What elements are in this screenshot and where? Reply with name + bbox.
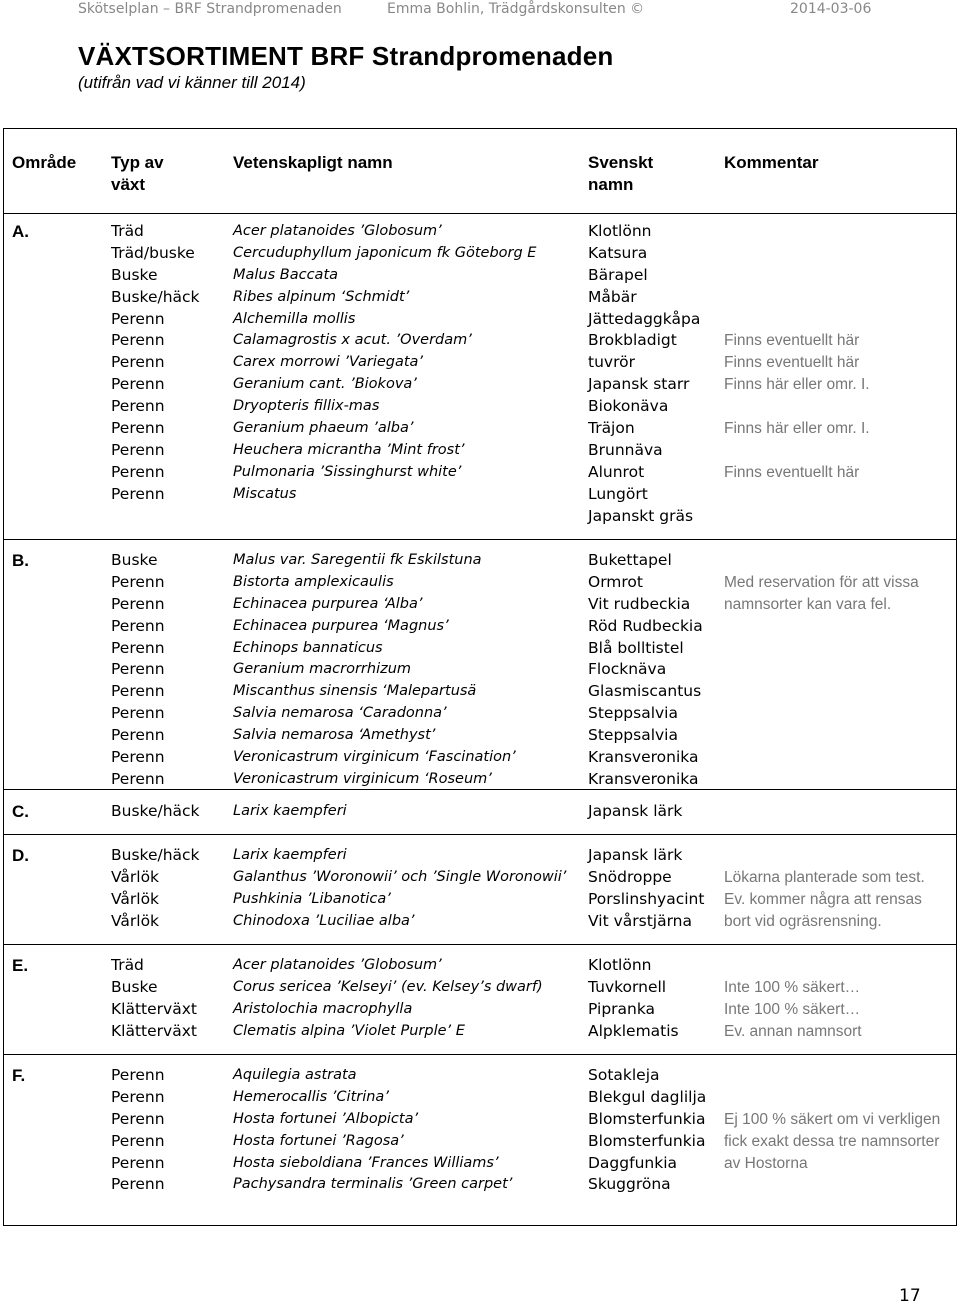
- scientific-name: Larix kaempferi: [233, 803, 347, 819]
- scientific-name: Galanthus ’Woronowii’ och ’Single Woronowii’: [233, 868, 567, 885]
- comment: [724, 287, 870, 309]
- comment: fick exakt dessa tre namnsorter: [724, 1132, 940, 1150]
- scientific-name: Cercuduphyllum japonicum fk Göteborg E: [233, 244, 537, 261]
- section-divider: [4, 944, 956, 945]
- swedish-name: Vit vårstjärna: [588, 911, 692, 930]
- swedish-name: Katsura: [588, 243, 648, 262]
- scientific-name: Salvia nemarosa ‘Amethyst’: [233, 727, 436, 744]
- col-header-sv-line1: Svenskt: [588, 153, 654, 172]
- plant-type: Buske/häck: [111, 802, 200, 820]
- col-header-type-line2: växt: [111, 175, 146, 194]
- comment: Finns här eller omr. I.: [724, 376, 870, 394]
- plant-type: Perenn: [111, 440, 165, 459]
- comment: [724, 955, 862, 977]
- swedish-name: Glasmiscantus: [588, 682, 702, 701]
- scientific-name: Heuchera micrantha ’Mint frost’: [233, 441, 465, 458]
- scientific-name: Pushkinia ’Libanotica’: [233, 890, 391, 907]
- plant-type-column: [111, 221, 200, 506]
- plant-type: Buske/häck: [111, 846, 200, 864]
- scientific-name: Ribes alpinum ‘Schmidt’: [233, 288, 410, 305]
- swedish-name: Jättedaggkåpa: [588, 309, 701, 328]
- area-code: B.: [12, 551, 29, 570]
- scientific-name: Geranium cant. ’Biokova’: [233, 376, 417, 393]
- swedish-name-column: [588, 550, 703, 791]
- comment: [724, 1065, 940, 1087]
- swedish-name-column: [588, 801, 682, 823]
- col-header-sci: Vetenskapligt namn: [233, 153, 393, 172]
- section-divider: [4, 834, 956, 835]
- plant-type: Perenn: [111, 616, 165, 635]
- scientific-name: Hosta fortunei ’Albopicta’: [233, 1110, 419, 1127]
- plant-type: Träd/buske: [111, 243, 195, 262]
- scientific-name-column: [233, 1065, 512, 1196]
- plant-type: Perenn: [111, 572, 165, 591]
- plant-type-column: [111, 801, 200, 823]
- comment: av Hostorna: [724, 1154, 808, 1172]
- scientific-name: Clematis alpina ’Violet Purple’ E: [233, 1022, 465, 1039]
- swedish-name: Snödroppe: [588, 867, 672, 886]
- swedish-name: Vit rudbeckia: [588, 594, 691, 613]
- swedish-name: Sotakleja: [588, 1066, 660, 1084]
- plant-type: Perenn: [111, 1066, 165, 1084]
- scientific-name: Malus Baccata: [233, 266, 339, 283]
- swedish-name: Alpklematis: [588, 1021, 679, 1040]
- swedish-name: Röd Rudbeckia: [588, 616, 703, 635]
- section-divider: [4, 1054, 956, 1055]
- plant-type: Perenn: [111, 375, 165, 394]
- col-header-type-line1: Typ av: [111, 153, 164, 172]
- col-header-type: [111, 152, 164, 196]
- swedish-name: Lungört: [588, 484, 648, 503]
- scientific-name: Miscanthus sinensis ‘Malepartusä: [233, 683, 477, 700]
- comment: bort vid ogräsrensning.: [724, 912, 882, 930]
- swedish-name: Blå bolltistel: [588, 638, 684, 657]
- header-left: Skötselplan – BRF Strandpromenaden: [78, 1, 342, 17]
- swedish-name: Kransveronika: [588, 748, 699, 767]
- swedish-name: Klotlönn: [588, 956, 652, 974]
- scientific-name: Echinops bannaticus: [233, 639, 383, 656]
- swedish-name: Ormrot: [588, 572, 643, 591]
- swedish-name: Japansk starr: [588, 375, 690, 394]
- comment: [724, 845, 925, 867]
- scientific-name: Aquilegia astrata: [233, 1067, 357, 1083]
- scientific-name: Chinodoxa ’Luciliae alba’: [233, 912, 415, 929]
- comment-column: [724, 221, 870, 484]
- plant-type: Vårlök: [111, 911, 160, 930]
- plant-type: Perenn: [111, 419, 165, 438]
- comment-column: [724, 845, 925, 933]
- comment: [724, 550, 919, 572]
- scientific-name: Hemerocallis ’Citrina’: [233, 1088, 389, 1105]
- plant-type: Vårlök: [111, 889, 160, 908]
- swedish-name: Brunnäva: [588, 440, 663, 459]
- scientific-name: Acer platanoides ’Globosum’: [233, 223, 442, 239]
- swedish-name: Måbär: [588, 287, 637, 306]
- swedish-name: Japansk lärk: [588, 846, 683, 864]
- scientific-name: Veronicastrum virginicum ‘Roseum’: [233, 770, 492, 787]
- comment: Ev. annan namnsort: [724, 1022, 862, 1040]
- scientific-name: Bistorta amplexicaulis: [233, 573, 394, 590]
- scientific-name: Larix kaempferi: [233, 847, 347, 863]
- swedish-name: Alunrot: [588, 462, 645, 481]
- scientific-name-column: [233, 845, 566, 933]
- plant-type: Klätterväxt: [111, 1021, 197, 1040]
- plant-type: Perenn: [111, 660, 165, 679]
- plant-type: Perenn: [111, 1087, 165, 1106]
- page-title: VÄXTSORTIMENT BRF Strandpromenaden: [78, 41, 614, 71]
- plant-type: Perenn: [111, 1131, 165, 1150]
- comment: [724, 440, 870, 462]
- plant-type: Perenn: [111, 462, 165, 481]
- swedish-name: Daggfunkia: [588, 1153, 677, 1172]
- scientific-name: Hosta fortunei ’Ragosa’: [233, 1132, 404, 1149]
- scientific-name: Dryopteris fillix-mas: [233, 398, 380, 415]
- scientific-name: Veronicastrum virginicum ‘Fascination’: [233, 749, 516, 766]
- plant-type: Klätterväxt: [111, 999, 197, 1018]
- swedish-name: Steppsalvia: [588, 704, 678, 723]
- scientific-name: Acer platanoides ’Globosum’: [233, 957, 442, 973]
- plant-type-column: [111, 845, 200, 933]
- swedish-name: Flocknäva: [588, 660, 667, 679]
- scientific-name: Calamagrostis x acut. ’Overdam’: [233, 332, 472, 349]
- header-right: 2014-03-06: [790, 1, 872, 17]
- scientific-name: Echinacea purpurea ‘Alba’: [233, 595, 423, 612]
- swedish-name: tuvrör: [588, 353, 635, 372]
- plant-type: Perenn: [111, 1153, 165, 1172]
- col-header-area: Område: [12, 153, 77, 172]
- plant-type: Buske/häck: [111, 287, 200, 306]
- scientific-name: Pachysandra terminalis ’Green carpet’: [233, 1176, 513, 1193]
- plant-type: Perenn: [111, 331, 165, 350]
- comment: Lökarna planterade som test.: [724, 868, 925, 886]
- area-code: C.: [12, 802, 29, 821]
- swedish-name: Skuggröna: [588, 1175, 671, 1194]
- scientific-name: Echinacea purpurea ‘Magnus’: [233, 617, 449, 634]
- plant-type: Perenn: [111, 748, 165, 767]
- scientific-name: Carex morrowi ’Variegata’: [233, 354, 424, 371]
- page-subtitle: (utifrån vad vi känner till 2014): [78, 73, 306, 92]
- col-header-sv: [588, 152, 653, 196]
- col-header-comment: Kommentar: [724, 153, 819, 172]
- scientific-name: Salvia nemarosa ‘Caradonna’: [233, 705, 447, 722]
- section-divider: [4, 539, 956, 540]
- swedish-name: Klotlönn: [588, 222, 652, 240]
- comment: [724, 309, 870, 331]
- plant-type: Perenn: [111, 638, 165, 657]
- swedish-name-column: [588, 845, 704, 933]
- swedish-name-column: [588, 221, 700, 527]
- plant-type: Perenn: [111, 1175, 165, 1194]
- header-divider: [4, 213, 956, 214]
- scientific-name-column: [233, 955, 543, 1043]
- plant-type: Buske: [111, 551, 158, 569]
- comment: Med reservation för att vissa: [724, 573, 919, 591]
- comment-column: [724, 1065, 940, 1174]
- comment: [724, 265, 870, 287]
- plant-type: Buske: [111, 977, 158, 996]
- swedish-name-column: [588, 955, 679, 1043]
- comment: Ej 100 % säkert om vi verkligen: [724, 1110, 941, 1128]
- swedish-name: Bukettapel: [588, 551, 672, 569]
- plant-type: Träd: [111, 222, 144, 240]
- swedish-name: Blomsterfunkia: [588, 1109, 706, 1128]
- comment: [724, 1087, 940, 1109]
- plant-type: Perenn: [111, 704, 165, 723]
- area-code: E.: [12, 956, 29, 975]
- swedish-name: Pipranka: [588, 999, 656, 1018]
- comment: namnsorter kan vara fel.: [724, 595, 892, 613]
- plant-type: Perenn: [111, 1109, 165, 1128]
- col-header-sv-line2: namn: [588, 175, 634, 194]
- plant-table: [3, 128, 957, 1226]
- scientific-name: Aristolochia macrophylla: [233, 1000, 413, 1017]
- comment-column: [724, 550, 919, 616]
- comment: Finns eventuellt här: [724, 332, 860, 350]
- comment: [724, 243, 870, 265]
- swedish-name: Tuvkornell: [588, 977, 667, 996]
- plant-type: Perenn: [111, 397, 165, 416]
- scientific-name: Pulmonaria ’Sissinghurst white’: [233, 463, 462, 480]
- scientific-name: Miscatus: [233, 485, 297, 502]
- comment: [724, 396, 870, 418]
- comment-column: [724, 955, 862, 1043]
- scientific-name-column: [233, 221, 536, 506]
- scientific-name-column: [233, 801, 347, 823]
- comment: Finns eventuellt här: [724, 463, 860, 481]
- plant-type: Perenn: [111, 594, 165, 613]
- header-center: Emma Bohlin, Trädgårdskonsulten ©: [387, 1, 645, 17]
- comment: Finns här eller omr. I.: [724, 420, 870, 438]
- swedish-name: Porslinshyacint: [588, 889, 705, 908]
- plant-type: Perenn: [111, 769, 165, 788]
- scientific-name: Corus sericea ’Kelseyi’ (ev. Kelsey’s dwarf): [233, 978, 543, 995]
- plant-type: Perenn: [111, 682, 165, 701]
- scientific-name: Geranium phaeum ’alba’: [233, 420, 414, 437]
- running-header: [0, 0, 960, 22]
- swedish-name: Träjon: [588, 419, 635, 438]
- plant-type-column: [111, 550, 165, 791]
- scientific-name: Hosta sieboldiana ’Frances Williams’: [233, 1154, 499, 1171]
- scientific-name: Geranium macrorrhizum: [233, 661, 412, 678]
- comment: [724, 221, 870, 243]
- swedish-name-column: [588, 1065, 706, 1196]
- area-code: A.: [12, 222, 29, 241]
- swedish-name: Steppsalvia: [588, 726, 678, 745]
- page-number: 17: [899, 1286, 921, 1306]
- plant-type: Perenn: [111, 726, 165, 745]
- swedish-name: Japanskt gräs: [588, 506, 694, 525]
- comment: Ev. kommer några att rensas: [724, 890, 922, 908]
- plant-type: Buske: [111, 265, 158, 284]
- swedish-name: Japansk lärk: [588, 802, 683, 820]
- swedish-name: Blekgul daglilja: [588, 1087, 707, 1106]
- area-code: F.: [12, 1066, 26, 1085]
- plant-type: Träd: [111, 956, 144, 974]
- comment: Finns eventuellt här: [724, 354, 860, 372]
- plant-type: Perenn: [111, 309, 165, 328]
- area-code: D.: [12, 846, 29, 865]
- scientific-name: Malus var. Saregentii fk Eskilstuna: [233, 552, 482, 568]
- plant-type-column: [111, 1065, 165, 1196]
- plant-type: Vårlök: [111, 867, 160, 886]
- scientific-name: Alchemilla mollis: [233, 310, 356, 327]
- swedish-name: Brokbladigt: [588, 331, 677, 350]
- swedish-name: Blomsterfunkia: [588, 1131, 706, 1150]
- plant-type: Perenn: [111, 484, 165, 503]
- comment: Inte 100 % säkert…: [724, 978, 861, 996]
- scientific-name-column: [233, 550, 516, 791]
- plant-type-column: [111, 955, 197, 1043]
- swedish-name: Biokonäva: [588, 397, 669, 416]
- comment: Inte 100 % säkert…: [724, 1000, 861, 1018]
- swedish-name: Bärapel: [588, 265, 648, 284]
- plant-type: Perenn: [111, 353, 165, 372]
- swedish-name: Kransveronika: [588, 769, 699, 788]
